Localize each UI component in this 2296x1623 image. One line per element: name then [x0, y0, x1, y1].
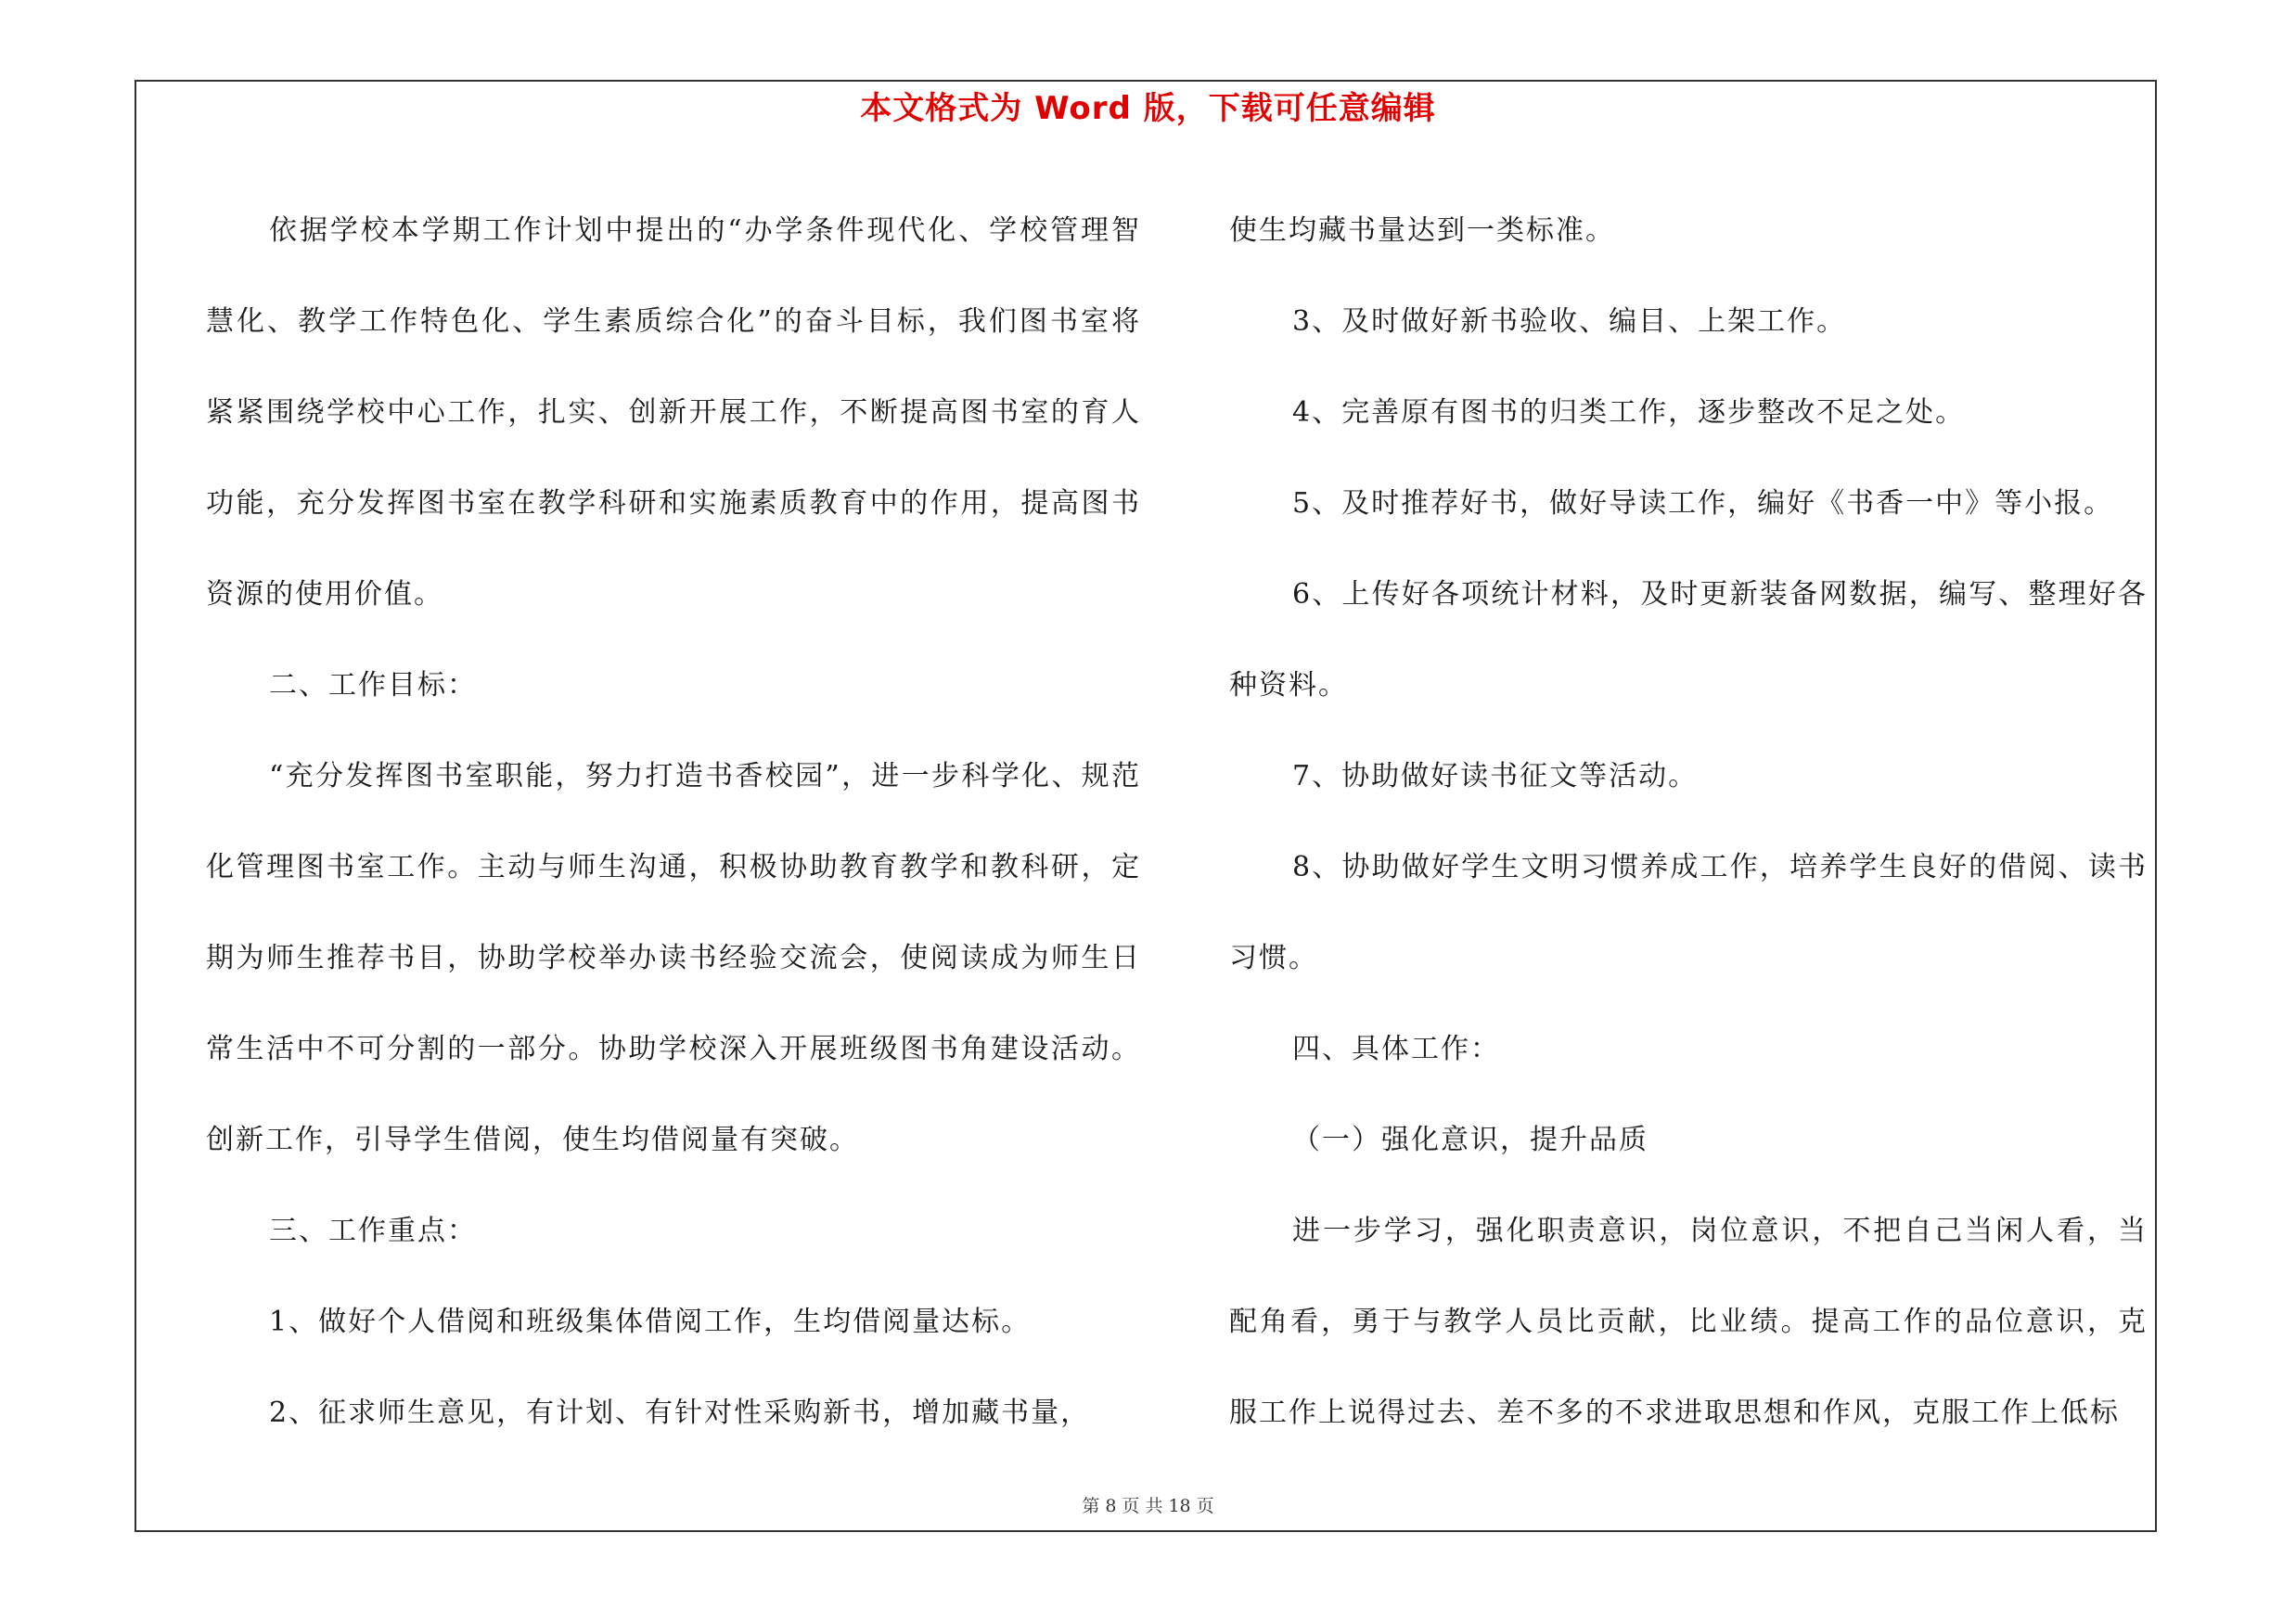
total-pages-number: 18 — [1168, 1496, 1191, 1516]
paragraph: 进一步学习，强化职责意识，岗位意识，不把自己当闲人看，当配角看，勇于与教学人员比贡献，比业绩。提高工作的品位意识，克服工作上说得过去、差不多的不求进取思想和作风，克服工作上低标 — [1229, 1215, 2148, 1429]
current-page-number: 8 — [1105, 1496, 1117, 1516]
footer-middle: 页 共 — [1122, 1496, 1163, 1516]
list-item: 4、完善原有图书的归类工作，逐步整改不足之处。 — [1292, 396, 1966, 429]
list-item: 3、及时做好新书验收、编目、上架工作。 — [1292, 305, 1847, 338]
subsection-heading: （一）强化意识，提升品质 — [1292, 1124, 1648, 1156]
list-item: 1、做好个人借阅和班级集体借阅工作，生均借阅量达标。 — [269, 1306, 1032, 1338]
list-item: 2、征求师生意见，有计划、有针对性采购新书，增加藏书量， — [269, 1397, 1091, 1429]
paragraph: 依据学校本学期工作计划中提出的“办学条件现代化、学校管理智慧化、教学工作特色化、学生素质综合化”的奋斗目标，我们图书室将紧紧围绕学校中心工作，扎实、创新开展工作，不断提高图书室的育人功能，充分发挥图书室在教学科研和实施素质教育中的作用，提高图书资源的使用价值。 — [206, 214, 1141, 611]
paragraph: “充分发挥图书室职能，努力打造书香校园”，进一步科学化、规范化管理图书室工作。主动与师生沟通，积极协助教育教学和教科研，定期为师生推荐书目，协助学校举办读书经验交流会，使阅读成为师生日常生活中不可分割的一部分。协助学校深入开展班级图书角建设活动。创新工作，引导学生借阅，使生均借阅量有突破。 — [206, 760, 1141, 1156]
footer-prefix: 第 — [1082, 1496, 1100, 1516]
right-text-column — [1229, 186, 2148, 1459]
list-item: 5、及时推荐好书，做好导读工作，编好《书香一中》等小报。 — [1292, 487, 2114, 520]
footer-suffix: 页 — [1196, 1496, 1214, 1516]
paragraph-continuation: 使生均藏书量达到一类标准。 — [1229, 214, 1615, 247]
list-item: 8、协助做好学生文明习惯养成工作，培养学生良好的借阅、读书习惯。 — [1229, 851, 2148, 974]
section-heading: 二、工作目标： — [269, 669, 477, 702]
list-item: 7、协助做好读书征文等活动。 — [1292, 760, 1699, 792]
left-text-column — [206, 186, 1141, 1459]
format-notice-banner: 本文格式为 Word 版，下载可任意编辑 — [860, 90, 1436, 127]
section-heading: 四、具体工作： — [1292, 1033, 1500, 1065]
list-item: 6、上传好各项统计材料，及时更新装备网数据，编写、整理好各种资料。 — [1229, 578, 2148, 702]
page-number-footer — [0, 1494, 2296, 1518]
section-heading: 三、工作重点： — [269, 1215, 477, 1247]
